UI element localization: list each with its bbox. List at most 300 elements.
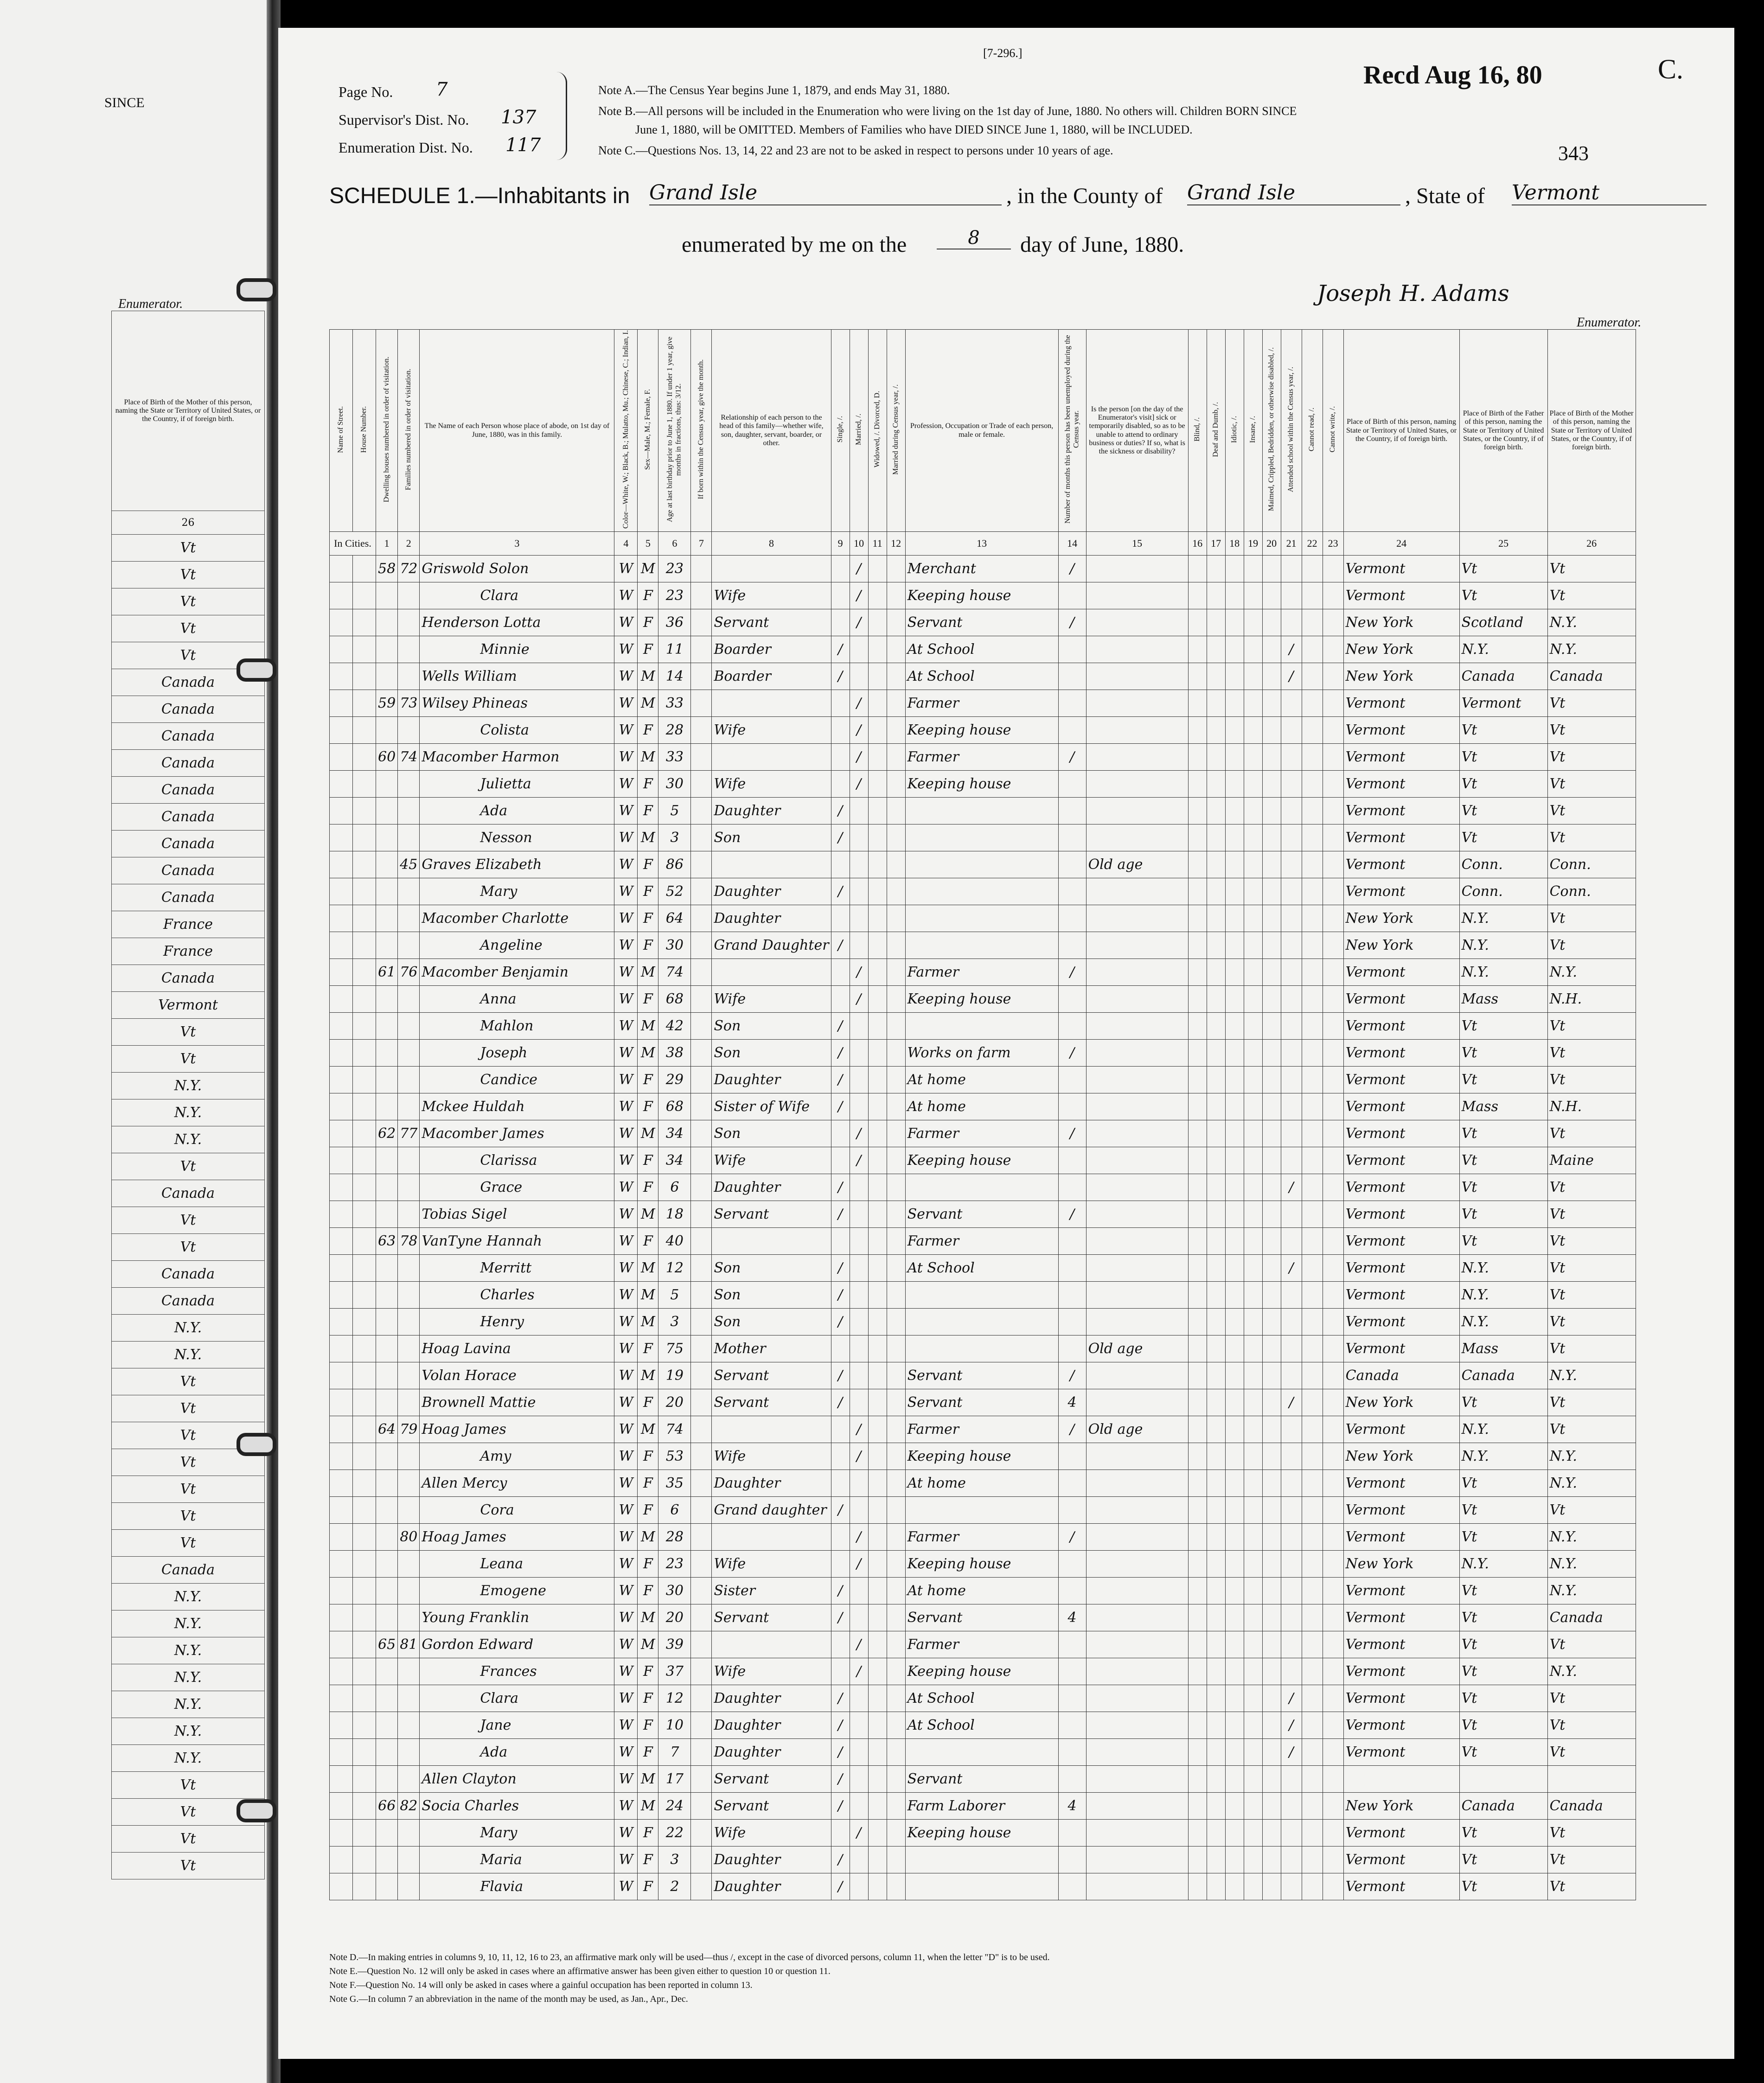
age-cell: 12 [658, 1255, 691, 1282]
left-table-row [112, 911, 265, 938]
dwelling-cell [376, 582, 398, 609]
table-row [330, 1389, 1636, 1416]
maimed-cell [1262, 1847, 1281, 1873]
cannot-read-cell [1302, 1873, 1323, 1900]
unemployed-cell [1058, 878, 1086, 905]
deaf-cell [1207, 1309, 1225, 1335]
school-cell [1281, 1147, 1302, 1174]
sex-cell: F [638, 1174, 658, 1201]
house-cell [353, 878, 376, 905]
sex-cell: M [638, 744, 658, 771]
birthplace-cell: Vermont [1343, 1309, 1459, 1335]
street-cell [330, 1093, 353, 1120]
note-f: Note F.—Question No. 14 will only be asked in cases where a gainful occupation has been reported in column 13. [329, 1980, 753, 1990]
person-name: Charles [420, 1282, 614, 1309]
father-birthplace-cell: N.Y. [1459, 1443, 1547, 1470]
unemployed-cell [1058, 1551, 1086, 1578]
unemployed-cell [1058, 1631, 1086, 1658]
married-cell: / [850, 556, 868, 582]
color-cell: W [614, 744, 638, 771]
relationship-cell: Son [712, 1120, 831, 1147]
relationship-cell [712, 851, 831, 878]
dwelling-cell [376, 1201, 398, 1228]
father-birthplace-cell: Mass [1459, 986, 1547, 1013]
street-cell [330, 582, 353, 609]
maimed-cell [1262, 1201, 1281, 1228]
single-cell [831, 986, 850, 1013]
sex-cell: F [638, 1820, 658, 1847]
person-name: Clara [420, 1685, 614, 1712]
house-cell [353, 636, 376, 663]
table-row [330, 1040, 1636, 1067]
dwelling-cell [376, 1604, 398, 1631]
table-row [330, 1335, 1636, 1362]
married-cell [850, 1766, 868, 1793]
insane-cell [1244, 959, 1262, 986]
house-cell [353, 905, 376, 932]
color-cell: W [614, 771, 638, 798]
age-cell: 23 [658, 582, 691, 609]
idiotic-cell [1225, 959, 1244, 986]
maimed-cell [1262, 1255, 1281, 1282]
maimed-cell [1262, 1873, 1281, 1900]
relationship-cell [712, 1416, 831, 1443]
left-table-row [112, 857, 265, 884]
idiotic-cell [1225, 582, 1244, 609]
school-cell [1281, 1228, 1302, 1255]
relationship-cell: Wife [712, 1551, 831, 1578]
occupation-cell: Keeping house [905, 1147, 1058, 1174]
father-birthplace-cell: Vt [1459, 1685, 1547, 1712]
person-name: Grace [420, 1174, 614, 1201]
col-number: 15 [1086, 532, 1188, 556]
married-year-cell [887, 1120, 905, 1147]
birth-month-cell [691, 1739, 712, 1766]
deaf-cell [1207, 986, 1225, 1013]
col-number: 20 [1262, 532, 1281, 556]
birth-month-cell [691, 1067, 712, 1093]
corner-letter: C. [1658, 54, 1684, 84]
house-cell [353, 1578, 376, 1604]
person-name: Hoag James [420, 1524, 614, 1551]
birth-month-cell [691, 986, 712, 1013]
street-cell [330, 1255, 353, 1282]
insane-cell [1244, 905, 1262, 932]
single-cell [831, 717, 850, 744]
sex-cell: M [638, 556, 658, 582]
cannot-read-cell [1302, 959, 1323, 986]
school-cell: / [1281, 636, 1302, 663]
color-cell: W [614, 1470, 638, 1497]
street-cell [330, 636, 353, 663]
maimed-cell [1262, 959, 1281, 986]
single-cell [831, 1820, 850, 1847]
header-single: Single, /. [831, 330, 850, 532]
school-cell [1281, 1551, 1302, 1578]
mother-birthplace-cell: Vt [1547, 1847, 1636, 1873]
dwelling-cell [376, 1739, 398, 1766]
street-cell [330, 1793, 353, 1820]
married-cell [850, 1578, 868, 1604]
cannot-write-cell [1323, 609, 1343, 636]
insane-cell [1244, 1093, 1262, 1120]
cannot-read-cell [1302, 1658, 1323, 1685]
person-name: Macomber Benjamin [420, 959, 614, 986]
married-year-cell [887, 1847, 905, 1873]
blind-cell [1188, 851, 1207, 878]
sheet-number: 343 [1558, 142, 1589, 165]
age-cell: 3 [658, 824, 691, 851]
cannot-write-cell [1323, 1120, 1343, 1147]
relationship-cell: Son [712, 1013, 831, 1040]
street-cell [330, 1228, 353, 1255]
cannot-read-cell [1302, 1147, 1323, 1174]
blind-cell [1188, 1443, 1207, 1470]
dwelling-cell [376, 798, 398, 824]
married-cell: / [850, 1147, 868, 1174]
house-cell [353, 851, 376, 878]
sex-cell: M [638, 1282, 658, 1309]
age-cell: 30 [658, 771, 691, 798]
left-mother-birthplace-cell: Canada [112, 884, 265, 911]
house-cell [353, 556, 376, 582]
deaf-cell [1207, 744, 1225, 771]
widowed-cell [868, 1847, 887, 1873]
mother-birthplace-cell [1547, 1766, 1636, 1793]
birthplace-cell: Vermont [1343, 1201, 1459, 1228]
cannot-read-cell [1302, 1739, 1323, 1766]
insane-cell [1244, 1739, 1262, 1766]
married-year-cell [887, 1604, 905, 1631]
cannot-write-cell [1323, 717, 1343, 744]
header-occupation: Profession, Occupation or Trade of each person, male or female. [905, 330, 1058, 532]
table-row [330, 1551, 1636, 1578]
cannot-read-cell [1302, 690, 1323, 717]
mother-birthplace-cell: Vt [1547, 824, 1636, 851]
street-cell [330, 1040, 353, 1067]
insane-cell [1244, 1766, 1262, 1793]
single-cell [831, 1470, 850, 1497]
idiotic-cell [1225, 1604, 1244, 1631]
blind-cell [1188, 1013, 1207, 1040]
census-table [329, 329, 1636, 1900]
left-table-row [112, 696, 265, 723]
widowed-cell [868, 1497, 887, 1524]
mother-birthplace-cell: N.Y. [1547, 636, 1636, 663]
deaf-cell [1207, 1551, 1225, 1578]
birth-month-cell [691, 1120, 712, 1147]
sickness-cell [1086, 1389, 1188, 1416]
age-cell: 18 [658, 1201, 691, 1228]
header-attended-school: Attended school within the Census year, /. [1281, 330, 1302, 532]
col-number: 12 [887, 532, 905, 556]
mother-birthplace-cell: Vt [1547, 717, 1636, 744]
occupation-cell: Farmer [905, 1228, 1058, 1255]
father-birthplace-cell: Vt [1459, 1147, 1547, 1174]
blind-cell [1188, 771, 1207, 798]
widowed-cell [868, 582, 887, 609]
single-cell: / [831, 636, 850, 663]
blind-cell [1188, 1685, 1207, 1712]
cannot-read-cell [1302, 905, 1323, 932]
family-cell [398, 1551, 420, 1578]
house-cell [353, 1712, 376, 1739]
cannot-read-cell [1302, 824, 1323, 851]
school-cell [1281, 1497, 1302, 1524]
cannot-read-cell [1302, 1040, 1323, 1067]
left-mother-birthplace-cell: France [112, 938, 265, 965]
left-mother-birthplace-cell: Vt [112, 1772, 265, 1799]
widowed-cell [868, 1443, 887, 1470]
birth-month-cell [691, 1335, 712, 1362]
maimed-cell [1262, 1685, 1281, 1712]
cannot-write-cell [1323, 1174, 1343, 1201]
single-cell: / [831, 932, 850, 959]
occupation-cell: Farmer [905, 1631, 1058, 1658]
cannot-write-cell [1323, 1820, 1343, 1847]
street-cell [330, 771, 353, 798]
birthplace-cell: Vermont [1343, 690, 1459, 717]
blind-cell [1188, 1120, 1207, 1147]
father-birthplace-cell: Vt [1459, 1389, 1547, 1416]
age-cell: 86 [658, 851, 691, 878]
blind-cell [1188, 1847, 1207, 1873]
street-cell [330, 1604, 353, 1631]
street-cell [330, 1389, 353, 1416]
birthplace-cell: New York [1343, 905, 1459, 932]
school-cell: / [1281, 663, 1302, 690]
color-cell: W [614, 1335, 638, 1362]
birth-month-cell [691, 824, 712, 851]
school-cell: / [1281, 1255, 1302, 1282]
birth-month-cell [691, 959, 712, 986]
deaf-cell [1207, 609, 1225, 636]
left-mother-birthplace-cell: N.Y. [112, 1315, 265, 1342]
relationship-cell: Wife [712, 1820, 831, 1847]
street-cell [330, 1497, 353, 1524]
age-cell: 30 [658, 1578, 691, 1604]
maimed-cell [1262, 1389, 1281, 1416]
maimed-cell [1262, 1174, 1281, 1201]
married-cell: / [850, 1820, 868, 1847]
deaf-cell [1207, 1362, 1225, 1389]
left-mother-birthplace-cell: Vermont [112, 992, 265, 1019]
single-cell: / [831, 1389, 850, 1416]
married-cell [850, 1362, 868, 1389]
house-cell [353, 1174, 376, 1201]
street-cell [330, 1309, 353, 1335]
cannot-read-cell [1302, 1201, 1323, 1228]
mother-birthplace-cell: N.Y. [1547, 609, 1636, 636]
insane-cell [1244, 1470, 1262, 1497]
insane-cell [1244, 1658, 1262, 1685]
birth-month-cell [691, 1712, 712, 1739]
married-year-cell [887, 1712, 905, 1739]
left-mother-birthplace-cell: N.Y. [112, 1584, 265, 1610]
house-cell [353, 986, 376, 1013]
father-birthplace-cell: Vt [1459, 798, 1547, 824]
married-year-cell [887, 1335, 905, 1362]
idiotic-cell [1225, 1497, 1244, 1524]
deaf-cell [1207, 1470, 1225, 1497]
sickness-cell [1086, 1712, 1188, 1739]
birth-month-cell [691, 609, 712, 636]
maimed-cell [1262, 824, 1281, 851]
sex-cell: F [638, 1443, 658, 1470]
color-cell: W [614, 851, 638, 878]
cannot-read-cell [1302, 1470, 1323, 1497]
form-code: [7-296.] [983, 46, 1023, 60]
color-cell: W [614, 1362, 638, 1389]
table-row [330, 1013, 1636, 1040]
single-cell: / [831, 663, 850, 690]
deaf-cell [1207, 1578, 1225, 1604]
sickness-cell [1086, 1443, 1188, 1470]
family-cell [398, 1685, 420, 1712]
sex-cell: F [638, 1685, 658, 1712]
dwelling-cell: 66 [376, 1793, 398, 1820]
maimed-cell [1262, 878, 1281, 905]
mother-birthplace-cell: Vt [1547, 1739, 1636, 1766]
left-table-row [112, 1180, 265, 1207]
widowed-cell [868, 609, 887, 636]
father-birthplace-cell: Vt [1459, 1631, 1547, 1658]
single-cell [831, 556, 850, 582]
cannot-write-cell [1323, 932, 1343, 959]
maimed-cell [1262, 663, 1281, 690]
mother-birthplace-cell: Vt [1547, 1040, 1636, 1067]
table-row [330, 851, 1636, 878]
birth-month-cell [691, 1873, 712, 1900]
sex-cell: F [638, 1335, 658, 1362]
relationship-cell: Servant [712, 1362, 831, 1389]
married-year-cell [887, 1282, 905, 1309]
family-cell [398, 1013, 420, 1040]
cannot-write-cell [1323, 1604, 1343, 1631]
dwelling-cell: 61 [376, 959, 398, 986]
sickness-cell [1086, 636, 1188, 663]
person-name: Colista [420, 717, 614, 744]
married-cell [850, 1255, 868, 1282]
idiotic-cell [1225, 1309, 1244, 1335]
table-row [330, 1174, 1636, 1201]
family-cell [398, 1847, 420, 1873]
idiotic-cell [1225, 1040, 1244, 1067]
note-b-line1: Note B.—All persons will be included in the Enumeration who were living on the 1st day of June, 1880. No others will. Children BORN SINCE [598, 104, 1297, 118]
color-cell: W [614, 986, 638, 1013]
cannot-write-cell [1323, 1067, 1343, 1093]
father-birthplace-cell: Vt [1459, 582, 1547, 609]
unemployed-cell [1058, 1739, 1086, 1766]
married-year-cell [887, 1416, 905, 1443]
cannot-write-cell [1323, 663, 1343, 690]
birthplace-cell: Vermont [1343, 744, 1459, 771]
school-cell: / [1281, 1389, 1302, 1416]
idiotic-cell [1225, 1174, 1244, 1201]
left-mother-birthplace-cell: Canada [112, 857, 265, 884]
left-mother-birthplace-cell: Vt [112, 1503, 265, 1530]
widowed-cell [868, 1604, 887, 1631]
unemployed-cell [1058, 851, 1086, 878]
birthplace-cell: Vermont [1343, 1631, 1459, 1658]
col-number: 9 [831, 532, 850, 556]
person-name: Brownell Mattie [420, 1389, 614, 1416]
header-idiotic: Idiotic, /. [1225, 330, 1244, 532]
cannot-read-cell [1302, 744, 1323, 771]
birthplace-cell: New York [1343, 636, 1459, 663]
widowed-cell [868, 1201, 887, 1228]
blind-cell [1188, 1147, 1207, 1174]
father-birthplace-cell: Vt [1459, 771, 1547, 798]
widowed-cell [868, 1255, 887, 1282]
occupation-cell: Farmer [905, 1416, 1058, 1443]
deaf-cell [1207, 1793, 1225, 1820]
sex-cell: F [638, 932, 658, 959]
school-cell [1281, 1658, 1302, 1685]
unemployed-cell [1058, 1685, 1086, 1712]
cannot-write-cell [1323, 1847, 1343, 1873]
left-table-row [112, 1584, 265, 1610]
binder-ring [236, 1799, 276, 1822]
occupation-cell [905, 878, 1058, 905]
school-cell [1281, 798, 1302, 824]
father-birthplace-cell: Vt [1459, 717, 1547, 744]
single-cell: / [831, 1578, 850, 1604]
single-cell: / [831, 798, 850, 824]
blind-cell [1188, 1766, 1207, 1793]
sickness-cell [1086, 663, 1188, 690]
cannot-read-cell [1302, 1362, 1323, 1389]
left-mother-birthplace-cell: Vt [112, 1853, 265, 1879]
widowed-cell [868, 1147, 887, 1174]
maimed-cell [1262, 1551, 1281, 1578]
idiotic-cell [1225, 771, 1244, 798]
mother-birthplace-cell: Vt [1547, 1282, 1636, 1309]
col-number: 17 [1207, 532, 1225, 556]
relationship-cell: Mother [712, 1335, 831, 1362]
widowed-cell [868, 771, 887, 798]
birthplace-cell: Vermont [1343, 1658, 1459, 1685]
maimed-cell [1262, 1739, 1281, 1766]
color-cell: W [614, 1255, 638, 1282]
left-table-row [112, 535, 265, 562]
birthplace-cell: New York [1343, 1443, 1459, 1470]
family-cell [398, 1873, 420, 1900]
age-cell: 30 [658, 932, 691, 959]
age-cell: 3 [658, 1847, 691, 1873]
family-cell [398, 1309, 420, 1335]
sex-cell: F [638, 1497, 658, 1524]
house-cell [353, 1120, 376, 1147]
idiotic-cell [1225, 690, 1244, 717]
blind-cell [1188, 1578, 1207, 1604]
color-cell: W [614, 824, 638, 851]
insane-cell [1244, 1820, 1262, 1847]
relationship-cell: Wife [712, 1658, 831, 1685]
married-cell: / [850, 690, 868, 717]
idiotic-cell [1225, 1578, 1244, 1604]
father-birthplace-cell: Vt [1459, 556, 1547, 582]
cannot-write-cell [1323, 1793, 1343, 1820]
idiotic-cell [1225, 1147, 1244, 1174]
married-cell [850, 1309, 868, 1335]
blind-cell [1188, 744, 1207, 771]
occupation-cell: Keeping house [905, 1551, 1058, 1578]
occupation-cell: Keeping house [905, 986, 1058, 1013]
mother-birthplace-cell: Canada [1547, 1793, 1636, 1820]
father-birthplace-cell: Vt [1459, 1040, 1547, 1067]
col-number: 3 [420, 532, 614, 556]
